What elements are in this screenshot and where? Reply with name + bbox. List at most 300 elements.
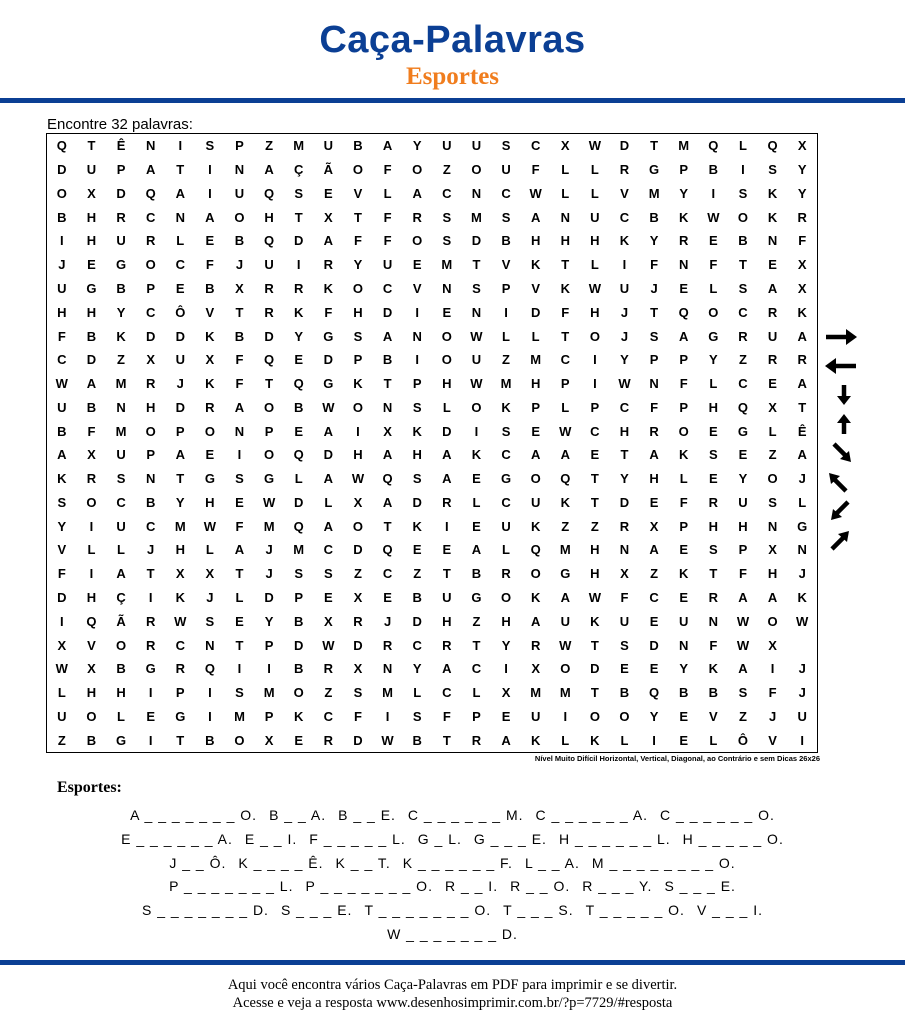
grid-cell: Ô [175, 304, 186, 320]
grid-cell: I [593, 352, 597, 368]
grid-cell: P [146, 447, 155, 463]
grid-cell: N [679, 257, 689, 273]
grid-cell: N [234, 423, 245, 439]
grid-cell: A [738, 661, 748, 677]
grid-cell: U [442, 138, 452, 154]
grid-cell: S [649, 328, 659, 344]
grid-cell: Z [561, 518, 570, 534]
grid-cell: X [501, 685, 511, 701]
grid-cell: E [709, 233, 718, 249]
grid-cell: I [504, 661, 508, 677]
grid-cell: A [234, 542, 245, 558]
grid-cell: A [560, 589, 570, 605]
grid-cell: T [235, 304, 244, 320]
instruction-text: Encontre 32 palavras: [47, 116, 193, 133]
grid-cell: Z [502, 352, 510, 368]
grid-cell: B [471, 566, 482, 582]
grid-cell: K [205, 376, 215, 392]
grid-cell: H [86, 304, 97, 320]
grid-cell: M [559, 685, 571, 701]
grid-cell: Y [175, 494, 185, 510]
grid-cell: T [235, 637, 244, 653]
grid-cell: N [382, 399, 393, 415]
grid-cell: E [235, 494, 244, 510]
grid-cell: K [501, 399, 511, 415]
grid-cell: Z [324, 685, 333, 701]
top-divider [0, 98, 905, 103]
grid-cell: I [296, 257, 301, 273]
grid-cell: L [620, 732, 629, 748]
grid-cell: S [738, 280, 748, 296]
grid-cell: X [560, 138, 570, 154]
grid-cell: R [797, 352, 807, 368]
grid-cell: U [175, 352, 185, 368]
grid-cell: T [146, 566, 155, 582]
grid-cell: O [708, 304, 719, 320]
grid-cell: R [708, 589, 719, 605]
grid-cell: U [264, 257, 274, 273]
word-clue: T _ _ _ _ _ O. [585, 902, 685, 919]
grid-cell: A [323, 423, 334, 439]
grid-cell: U [442, 589, 452, 605]
grid-cell: I [267, 661, 271, 677]
grid-cell: A [767, 589, 778, 605]
grid-cell: I [356, 423, 360, 439]
grid-cell: L [561, 185, 570, 201]
grid-cell: K [294, 708, 304, 724]
grid-cell: U [501, 518, 511, 534]
grid-cell: X [87, 447, 96, 463]
grid-cell: I [148, 589, 153, 605]
grid-cell: J [383, 613, 392, 629]
grid-cell: J [798, 566, 806, 582]
grid-cell: Y [649, 233, 659, 249]
grid-cell: O [530, 566, 541, 582]
grid-cell: W [470, 328, 483, 344]
grid-cell: E [472, 518, 481, 534]
grid-cell: B [294, 613, 304, 629]
grid-cell: Y [797, 185, 807, 201]
grid-cell: I [208, 185, 212, 201]
grid-cell: E [324, 185, 333, 201]
grid-cell: R [619, 518, 630, 534]
grid-cell: B [234, 233, 245, 249]
grid-cell: P [590, 399, 600, 415]
grid-cell: W [174, 613, 187, 629]
grid-cell: H [708, 518, 719, 534]
grid-cell: P [679, 162, 689, 178]
grid-cell: F [798, 233, 807, 249]
grid-cell: Z [738, 708, 747, 724]
grid-cell: V [57, 542, 67, 558]
grid-cell: R [797, 209, 807, 225]
grid-cell: U [679, 613, 689, 629]
grid-cell: H [590, 542, 600, 558]
grid-cell: H [205, 494, 215, 510]
grid-cell: E [709, 423, 718, 439]
grid-cell: P [738, 542, 748, 558]
grid-cell: D [649, 637, 659, 653]
grid-cell: C [530, 138, 541, 154]
grid-cell: M [648, 185, 660, 201]
grid-cell: H [501, 613, 511, 629]
grid-cell: B [708, 162, 719, 178]
grid-cell: E [620, 661, 629, 677]
grid-cell: T [383, 518, 392, 534]
grid-cell: Z [442, 162, 451, 178]
grid-cell: B [501, 233, 511, 249]
grid-cell: R [205, 399, 215, 415]
grid-cell: D [471, 233, 482, 249]
grid-cell: F [709, 637, 718, 653]
grid-cell: R [619, 162, 630, 178]
grid-cell: T [709, 566, 718, 582]
grid-cell: O [441, 328, 452, 344]
grid-cell: Ã [116, 613, 126, 629]
grid-cell: H [145, 399, 156, 415]
grid-cell: C [501, 447, 511, 463]
grid-cell: F [235, 518, 244, 534]
grid-cell: Y [353, 257, 363, 273]
grid-cell: K [175, 589, 185, 605]
grid-cell: P [353, 352, 363, 368]
grid-cell: S [501, 138, 511, 154]
grid-cell: I [148, 685, 153, 701]
footer [0, 976, 905, 1012]
grid-cell: P [649, 352, 659, 368]
grid-cell: G [115, 732, 127, 748]
grid-cell: Z [353, 566, 362, 582]
grid-cell: F [87, 423, 96, 439]
grid-cell: H [264, 209, 274, 225]
grid-cell: H [649, 471, 659, 487]
grid-cell: E [501, 708, 511, 724]
word-clue: E _ _ I. [244, 830, 298, 847]
grid-cell: D [353, 542, 363, 558]
word-clue: W _ _ _ _ _ _ _ D. [387, 925, 518, 942]
grid-cell: H [353, 447, 363, 463]
grid-cell: W [322, 637, 335, 653]
grid-cell: C [382, 280, 393, 296]
grid-cell: C [175, 637, 185, 653]
grid-cell: W [529, 185, 542, 201]
grid-cell: H [590, 304, 600, 320]
grid-cell: T [650, 138, 659, 154]
grid-cell: B [382, 352, 393, 368]
grid-cell: O [678, 423, 689, 439]
grid-cell: Q [530, 542, 541, 558]
grid-cell: U [471, 138, 482, 154]
grid-cell: O [145, 423, 156, 439]
grid-cell: L [324, 494, 333, 510]
grid-cell: Z [57, 732, 66, 748]
grid-cell: D [145, 328, 156, 344]
grid-cell: I [59, 613, 64, 629]
word-list-line [0, 805, 905, 829]
grid-cell: E [175, 280, 185, 296]
grid-cell: X [205, 566, 215, 582]
grid-cell: I [59, 233, 64, 249]
word-clue: E _ _ _ _ _ _ A. [121, 830, 233, 847]
grid-cell: S [205, 613, 215, 629]
grid-cell: E [205, 233, 215, 249]
grid-cell: G [737, 423, 749, 439]
grid-cell: R [145, 376, 156, 392]
grid-cell: G [471, 589, 482, 605]
grid-cell: O [145, 257, 156, 273]
grid-cell: P [679, 352, 689, 368]
grid-cell: C [412, 637, 422, 653]
grid-cell: M [441, 257, 453, 273]
grid-cell: T [235, 566, 244, 582]
grid-cell: T [561, 257, 570, 273]
grid-cell: K [116, 328, 126, 344]
grid-cell: D [264, 589, 274, 605]
grid-cell: P [412, 376, 422, 392]
page-title: Caça-Palavras [319, 19, 586, 61]
grid-cell: R [530, 637, 541, 653]
grid-cell: S [412, 399, 422, 415]
grid-cell: A [145, 162, 156, 178]
grid-cell: K [294, 304, 304, 320]
grid-cell: B [86, 732, 97, 748]
grid-cell: K [590, 613, 600, 629]
word-clue: S _ _ _ _ _ _ _ D. [141, 902, 269, 919]
grid-cell: V [501, 257, 511, 273]
grid-cell: E [709, 471, 718, 487]
grid-cell: H [530, 233, 541, 249]
grid-cell: Ê [116, 138, 126, 154]
grid-cell: X [768, 637, 777, 653]
word-clue: G _ L. [417, 830, 462, 847]
grid-cell: A [382, 138, 393, 154]
grid-cell: I [474, 423, 479, 439]
grid-cell: X [87, 661, 96, 677]
grid-cell: I [563, 708, 568, 724]
grid-cell: E [442, 304, 452, 320]
grid-cell: Y [709, 352, 718, 368]
grid-cell: U [738, 494, 748, 510]
grid-cell: X [797, 280, 807, 296]
grid-cell: R [442, 637, 452, 653]
grid-cell: A [442, 447, 452, 463]
grid-cell: R [738, 328, 748, 344]
grid-cell: F [235, 352, 244, 368]
footer-line-1: Aqui você encontra vários Caça-Palavras em PDF para imprimir e se divertir. [227, 977, 678, 993]
grid-cell: H [590, 233, 600, 249]
word-clue: S _ _ _ E. [280, 902, 353, 919]
grid-cell: T [176, 162, 185, 178]
grid-cell: K [412, 518, 422, 534]
grid-cell: K [679, 566, 689, 582]
grid-cell: J [265, 566, 273, 582]
grid-cell: A [382, 494, 393, 510]
grid-cell: Q [649, 685, 660, 701]
grid-cell: P [235, 138, 244, 154]
grid-cell: S [294, 566, 304, 582]
grid-cell: Ô [737, 732, 749, 748]
grid-cell: X [146, 352, 155, 368]
grid-cell: E [590, 447, 600, 463]
grid-cell: N [145, 138, 156, 154]
grid-cell: E [87, 257, 96, 273]
page-subtitle: Esportes [405, 63, 500, 90]
grid-cell: A [382, 328, 393, 344]
grid-cell: K [767, 185, 778, 201]
grid-cell: F [650, 257, 659, 273]
grid-cell: U [471, 352, 482, 368]
grid-cell: D [175, 328, 185, 344]
grid-cell: Y [738, 471, 748, 487]
grid-cell: D [353, 732, 363, 748]
grid-cell: H [442, 613, 452, 629]
word-clue: B _ _ E. [338, 807, 396, 823]
grid-cell: Ç [294, 162, 304, 178]
grid-cell: C [323, 542, 334, 558]
grid-cell: L [87, 542, 96, 558]
grid-cell: X [175, 566, 185, 582]
grid-cell: W [736, 613, 750, 629]
grid-cell: Z [413, 566, 422, 582]
grid-cell: A [116, 566, 126, 582]
grid-cell: X [324, 209, 333, 225]
grid-cell: D [294, 233, 304, 249]
grid-cell: S [709, 447, 718, 463]
grid-cell: Q [382, 471, 393, 487]
word-clue: A _ _ _ _ _ _ _ O. [130, 807, 258, 823]
grid-cell: Q [145, 185, 156, 201]
grid-cell: A [442, 661, 452, 677]
grid-cell: A [797, 328, 807, 344]
grid-cell: O [293, 685, 304, 701]
grid-cell: G [115, 257, 127, 273]
grid-cell: B [116, 661, 126, 677]
grid-cell: C [116, 494, 126, 510]
grid-cell: L [176, 233, 185, 249]
grid-cell: S [472, 280, 481, 296]
grid-cell: U [530, 494, 541, 510]
grid-cell: Q [56, 138, 67, 154]
grid-cell: W [55, 661, 68, 677]
grid-cell: M [115, 376, 127, 392]
grid-cell: U [590, 209, 600, 225]
grid-cell: A [649, 447, 659, 463]
word-clue: T _ _ _ _ _ _ _ O. [364, 902, 492, 919]
grid-cell: M [293, 542, 305, 558]
arrow-up-right-icon [822, 529, 860, 551]
grid-cell: B [619, 685, 630, 701]
grid-cell: L [590, 185, 599, 201]
grid-cell: O [412, 233, 423, 249]
grid-cell: S [768, 162, 777, 178]
grid-cell: W [351, 471, 365, 487]
grid-cell: M [530, 352, 542, 368]
word-clue: P _ _ _ _ _ _ _ O. [305, 878, 433, 895]
grid-cell: I [178, 138, 183, 154]
grid-cell: Q [767, 138, 778, 154]
grid-cell: O [86, 708, 97, 724]
grid-cell: X [353, 661, 363, 677]
grid-cell: E [679, 589, 689, 605]
grid-cell: J [58, 257, 66, 273]
grid-cell: L [531, 328, 540, 344]
grid-cell: C [175, 257, 185, 273]
grid-cell: T [798, 399, 807, 415]
grid-cell: Y [412, 138, 422, 154]
word-clue: P _ _ _ _ _ _ _ L. [169, 878, 294, 895]
grid-cell: Y [679, 185, 689, 201]
grid-cell: S [442, 233, 452, 249]
grid-cell: E [649, 494, 659, 510]
grid-cell: A [501, 732, 511, 748]
grid-cell: S [501, 423, 511, 439]
grid-cell: K [57, 471, 67, 487]
grid-cell: O [767, 613, 778, 629]
grid-cell: W [470, 376, 483, 392]
grid-cell: T [620, 447, 629, 463]
grid-cell: G [500, 471, 512, 487]
grid-cell: G [649, 162, 660, 178]
grid-cell: L [502, 542, 510, 558]
grid-cell: Q [264, 185, 275, 201]
grid-cell: M [470, 209, 482, 225]
grid-cell: N [382, 661, 393, 677]
arrow-up-icon [822, 413, 860, 435]
word-clue: K _ _ T. [335, 854, 391, 871]
grid-cell: L [709, 732, 718, 748]
grid-cell: T [442, 566, 451, 582]
grid-cell: G [175, 708, 186, 724]
grid-cell: R [442, 494, 452, 510]
grid-cell: D [175, 399, 185, 415]
grid-cell: V [87, 637, 96, 653]
grid-cell: J [798, 661, 806, 677]
grid-cell: N [175, 209, 185, 225]
grid-cell: S [57, 494, 67, 510]
grid-cell: R [382, 637, 393, 653]
grid-cell: R [323, 661, 334, 677]
grid-cell: W [736, 637, 750, 653]
grid-cell: O [352, 162, 364, 178]
grid-cell: O [234, 732, 245, 748]
grid-cell: S [235, 471, 244, 487]
grid-cell: F [709, 257, 718, 273]
grid-cell: V [768, 732, 777, 748]
grid-cell: H [412, 447, 422, 463]
grid-cell: W [796, 613, 809, 629]
grid-cell: M [559, 542, 571, 558]
grid-cell: F [650, 399, 659, 415]
grid-cell: T [738, 257, 747, 273]
word-clue: C _ _ _ _ _ _ O. [660, 807, 775, 823]
grid-cell: J [620, 304, 629, 320]
grid-cell: F [738, 566, 747, 582]
grid-cell: N [442, 280, 452, 296]
grid-cell: X [383, 423, 392, 439]
grid-cell: F [442, 708, 451, 724]
grid-cell: U [530, 708, 541, 724]
direction-arrows [822, 326, 862, 556]
grid-cell: Q [86, 613, 97, 629]
grid-cell: R [412, 209, 422, 225]
grid-cell: K [797, 304, 807, 320]
grid-cell: R [501, 566, 511, 582]
grid-cell: Y [264, 613, 274, 629]
grid-cell: X [649, 518, 659, 534]
grid-cell: S [412, 471, 422, 487]
grid-cell: K [619, 233, 630, 249]
grid-cell: O [264, 447, 275, 463]
